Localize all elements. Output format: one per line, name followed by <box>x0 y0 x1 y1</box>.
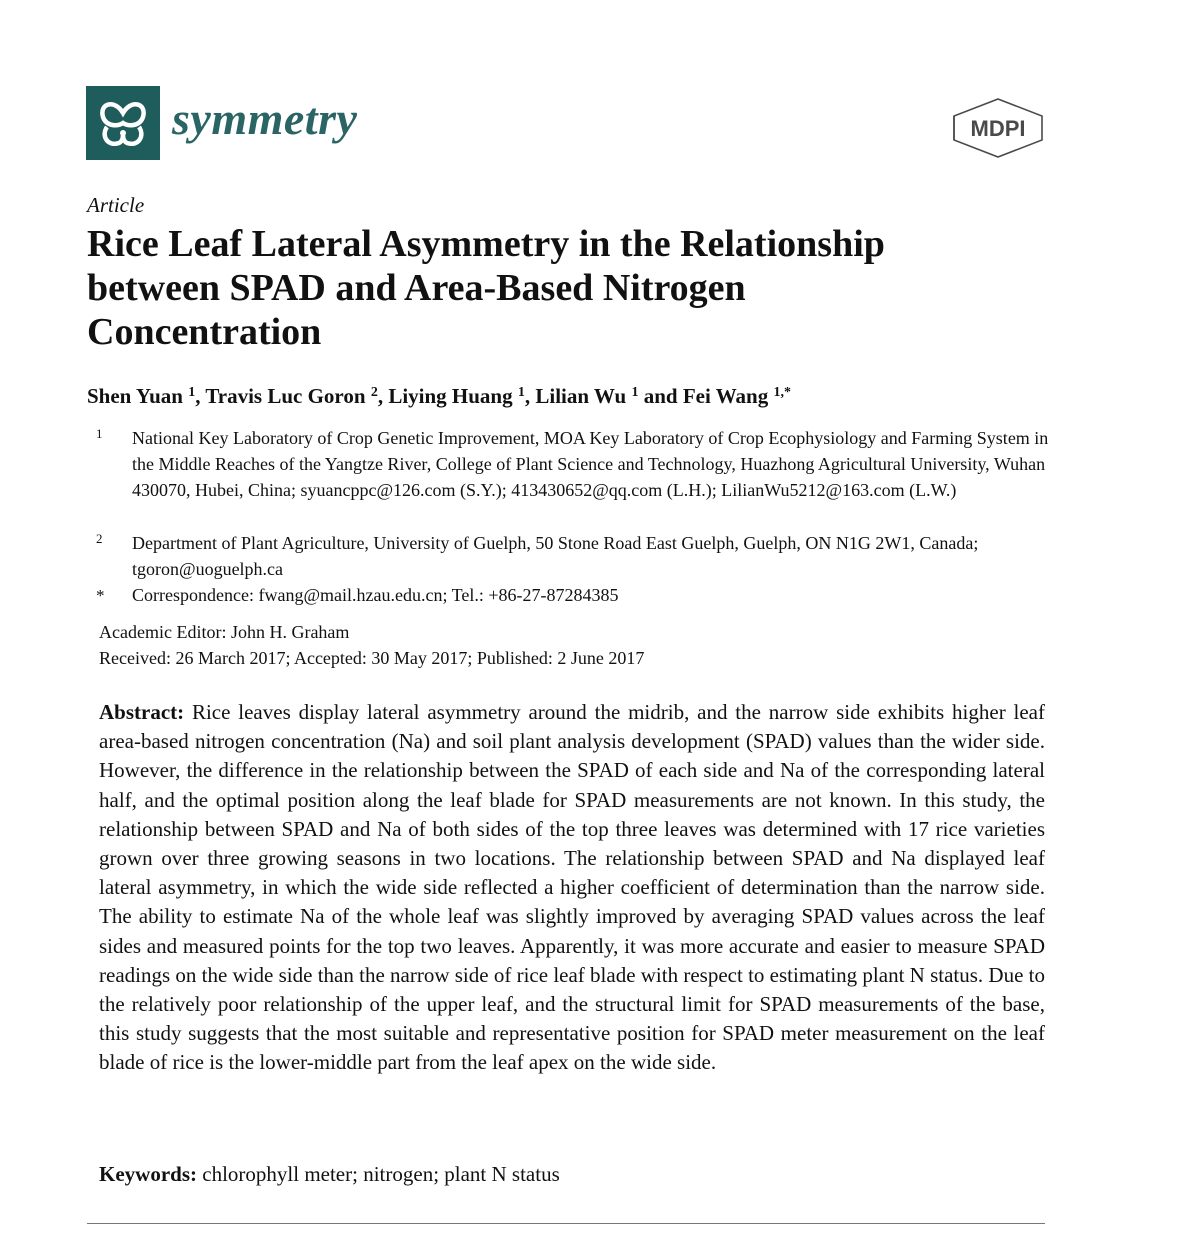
section-divider <box>87 1223 1045 1224</box>
paper-title: Rice Leaf Lateral Asymmetry in the Relationship between SPAD and Area-Based Nitrogen Concentration <box>87 223 885 353</box>
affiliation-text: Department of Plant Agriculture, University of Guelph, 50 Stone Road East Guelph, Guelph, ON N1G 2W1, Canada; tgoron@uoguelph.ca <box>132 533 979 579</box>
keywords-label: Keywords: <box>99 1162 197 1186</box>
author-separator: , <box>377 384 389 408</box>
correspondence-text: Correspondence: fwang@mail.hzau.edu.cn; Tel.: +86-27-87284385 <box>132 585 619 605</box>
correspondence <box>96 582 1056 608</box>
author-name[interactable]: Travis Luc Goron <box>205 384 366 408</box>
author-affil-mark: 1 <box>517 385 525 400</box>
affiliation-1 <box>96 425 1056 503</box>
journal-logo <box>86 86 357 160</box>
svg-text:MDPI: MDPI <box>970 116 1026 141</box>
affiliation-mark: 1 <box>96 426 103 441</box>
author-name[interactable]: Lilian Wu <box>535 384 627 408</box>
keywords <box>99 1162 560 1187</box>
keywords-text: chlorophyll meter; nitrogen; plant N status <box>202 1162 560 1186</box>
author-name[interactable]: Shen Yuan <box>87 384 183 408</box>
affiliation-mark: 2 <box>96 531 103 546</box>
abstract-text: Rice leaves display lateral asymmetry around the midrib, and the narrow side exhibits higher leaf area-based nitrogen concentration (Na) and soil plant analysis development (SPAD) values than the wider side. However, the difference in the relationship between the SPAD of each side and Na of the corresponding lateral half, and the optimal position along the leaf blade for SPAD measurements are not known. In this study, the relationship between SPAD and Na of both sides of the top three leaves was determined with 17 rice varieties grown over three growing seasons in two locations. The relationship between SPAD and Na displayed leaf lateral asymmetry, in which the wide side reflected a higher coefficient of determination than the narrow side. The ability to estimate Na of the whole leaf was slightly improved by averaging SPAD values across the leaf sides and measured points for the top two leaves. Apparently, it was more accurate and easier to measure SPAD readings on the wide side than the narrow side of rice leaf blade with respect to estimating plant N status. Due to the relatively poor relationship of the upper leaf, and the structural limit for SPAD measurements of the base, this study suggests that the most suitable and representative position for SPAD meter measurement on the leaf blade of rice is the lower-middle part from the leaf apex on the wide side. <box>99 700 1045 1075</box>
publication-dates: Received: 26 March 2017; Accepted: 30 May 2017; Published: 2 June 2017 <box>99 648 645 668</box>
author-separator: , <box>195 384 206 408</box>
affiliation-mark: * <box>96 586 105 605</box>
affiliation-text: National Key Laboratory of Crop Genetic Improvement, MOA Key Laboratory of Crop Ecophysiology and Farming System in the Middle Reaches of the Yangtze River, College of Plant Science and Technology, Huazhong Agricultural University, Wuhan 430070, Hubei, China; syuancppc@126.com (S.Y.); 413430652@qq.com (L.H.); LilianWu5212@163.com (L.W.) <box>132 428 1049 500</box>
author-affil-mark: 1,* <box>773 385 791 400</box>
abstract <box>99 698 1045 1078</box>
symmetry-emblem-icon <box>86 86 160 160</box>
author-affil-mark: 2 <box>370 385 378 400</box>
abstract-label: Abstract: <box>99 700 185 724</box>
author-separator: , <box>524 384 536 408</box>
author-name[interactable]: Fei Wang <box>682 384 769 408</box>
affiliation-2 <box>96 530 1056 582</box>
author-separator: and <box>638 384 683 408</box>
author-name[interactable]: Liying Huang <box>388 384 513 408</box>
author-affil-mark: 1 <box>188 385 196 400</box>
author-affil-mark: 1 <box>631 385 639 400</box>
journal-name: symmetry <box>172 93 358 144</box>
mdpi-logo <box>950 97 1046 159</box>
article-type: Article <box>87 193 145 217</box>
author-list <box>87 384 791 409</box>
academic-editor: Academic Editor: John H. Graham <box>99 622 350 642</box>
